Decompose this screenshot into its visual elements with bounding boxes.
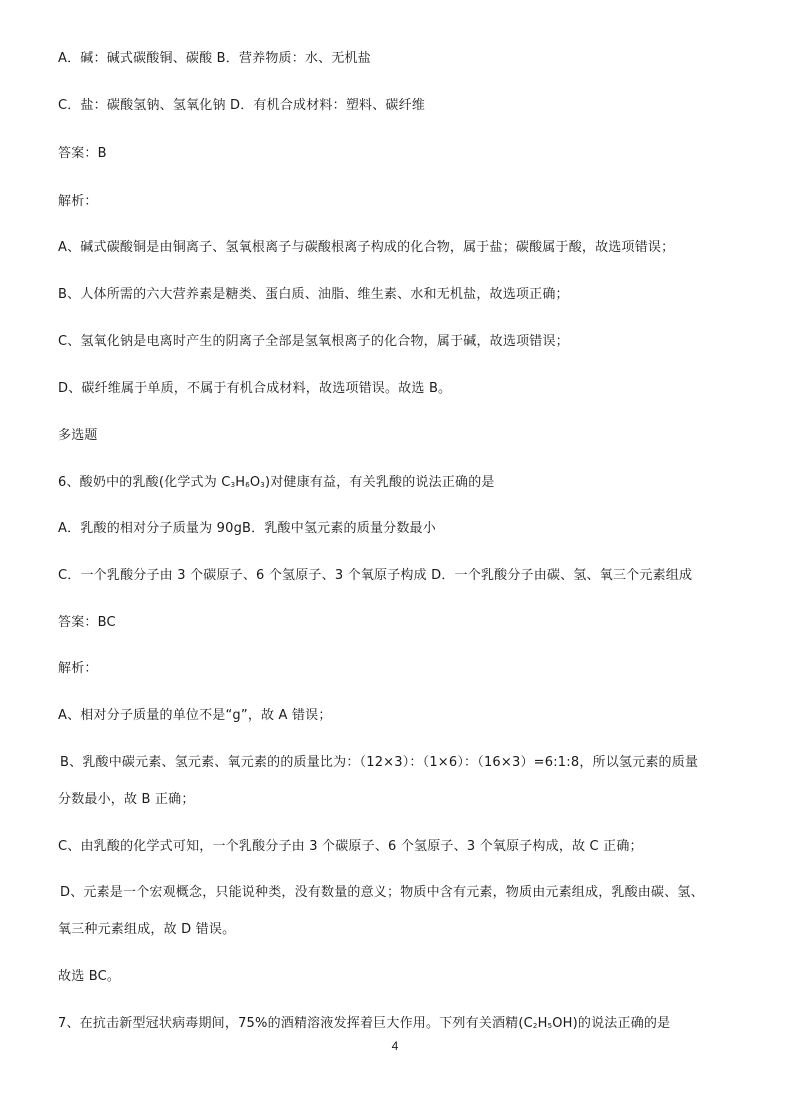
q6-analysis-c: C、由乳酸的化学式可知，一个乳酸分子由 3 个碳原子、6 个氢原子、3 个氧原子构成，故 C 正确； [58,839,643,854]
q6-analysis-a: A、相对分子质量的单位不是“g”，故 A 错误； [58,708,332,723]
q6-options-cd: C．一个乳酸分子由 3 个碳原子、6 个氢原子、3 个氧原子构成 D．一个乳酸分子由碳、氢、氧三个元素组成 [58,568,693,583]
q5-options-cd: C．盐：碳酸氢钠、氢氧化钠 D．有机合成材料：塑料、碳纤维 [58,98,426,113]
q5-analysis-d: D、碳纤维属于单质，不属于有机合成材料，故选项错误。故选 B。 [58,381,452,396]
q6-answer: 答案：BC [58,615,116,630]
q5-analysis-b: B、人体所需的六大营养素是糖类、蛋白质、油脂、维生素、水和无机盐，故选项正确； [58,287,569,302]
q6-analysis-label: 解析： [58,661,98,676]
q6-stem: 6、酸奶中的乳酸(化学式为 $C_3H_6O_3$)对健康有益，有关乳酸的说法正确的是 [58,475,495,490]
q7-stem: 7、在抗击新型冠状病毒期间，75%的酒精溶液发挥着巨大作用。下列有关酒精$(C_2H_5OH)$的说法正确的是 [58,1016,671,1031]
page-number: 4 [391,1039,399,1053]
q5-options-ab: A．碱：碱式碳酸铜、碳酸 B．营养物质：水、无机盐 [58,51,371,66]
q5-analysis-label: 解析： [58,194,98,209]
q5-analysis-a: A、碱式碳酸铜是由铜离子、氢氧根离子与碳酸根离子构成的化合物，属于盐；碳酸属于酸，故选项错误； [58,240,675,255]
q6-analysis-b-line2: 分数最小，故 B 正确； [58,792,195,807]
section-heading-multi: 多选题 [58,428,98,443]
q6-conclusion: 故选 BC。 [58,969,121,984]
q5-analysis-c: C、氢氧化钠是电离时产生的阴离子全部是氢氧根离子的化合物，属于碱，故选项错误； [58,334,569,349]
q6-options-ab: A．乳酸的相对分子质量为 90gB．乳酸中氢元素的质量分数最小 [58,521,436,536]
q6-analysis-b-line1: B、乳酸中碳元素、氢元素、氧元素的的质量比为：（12×3）：（1×6）：（16×3）=6:1:8，所以氢元素的质量 [60,755,699,770]
q5-answer: 答案：B [58,146,107,161]
q6-analysis-d-line2: 氧三种元素组成，故 D 错误。 [58,922,236,937]
q6-analysis-d-line1: D、元素是一个宏观概念，只能说种类，没有数量的意义；物质中含有元素，物质由元素组成，乳酸由碳、氢、 [60,885,704,900]
